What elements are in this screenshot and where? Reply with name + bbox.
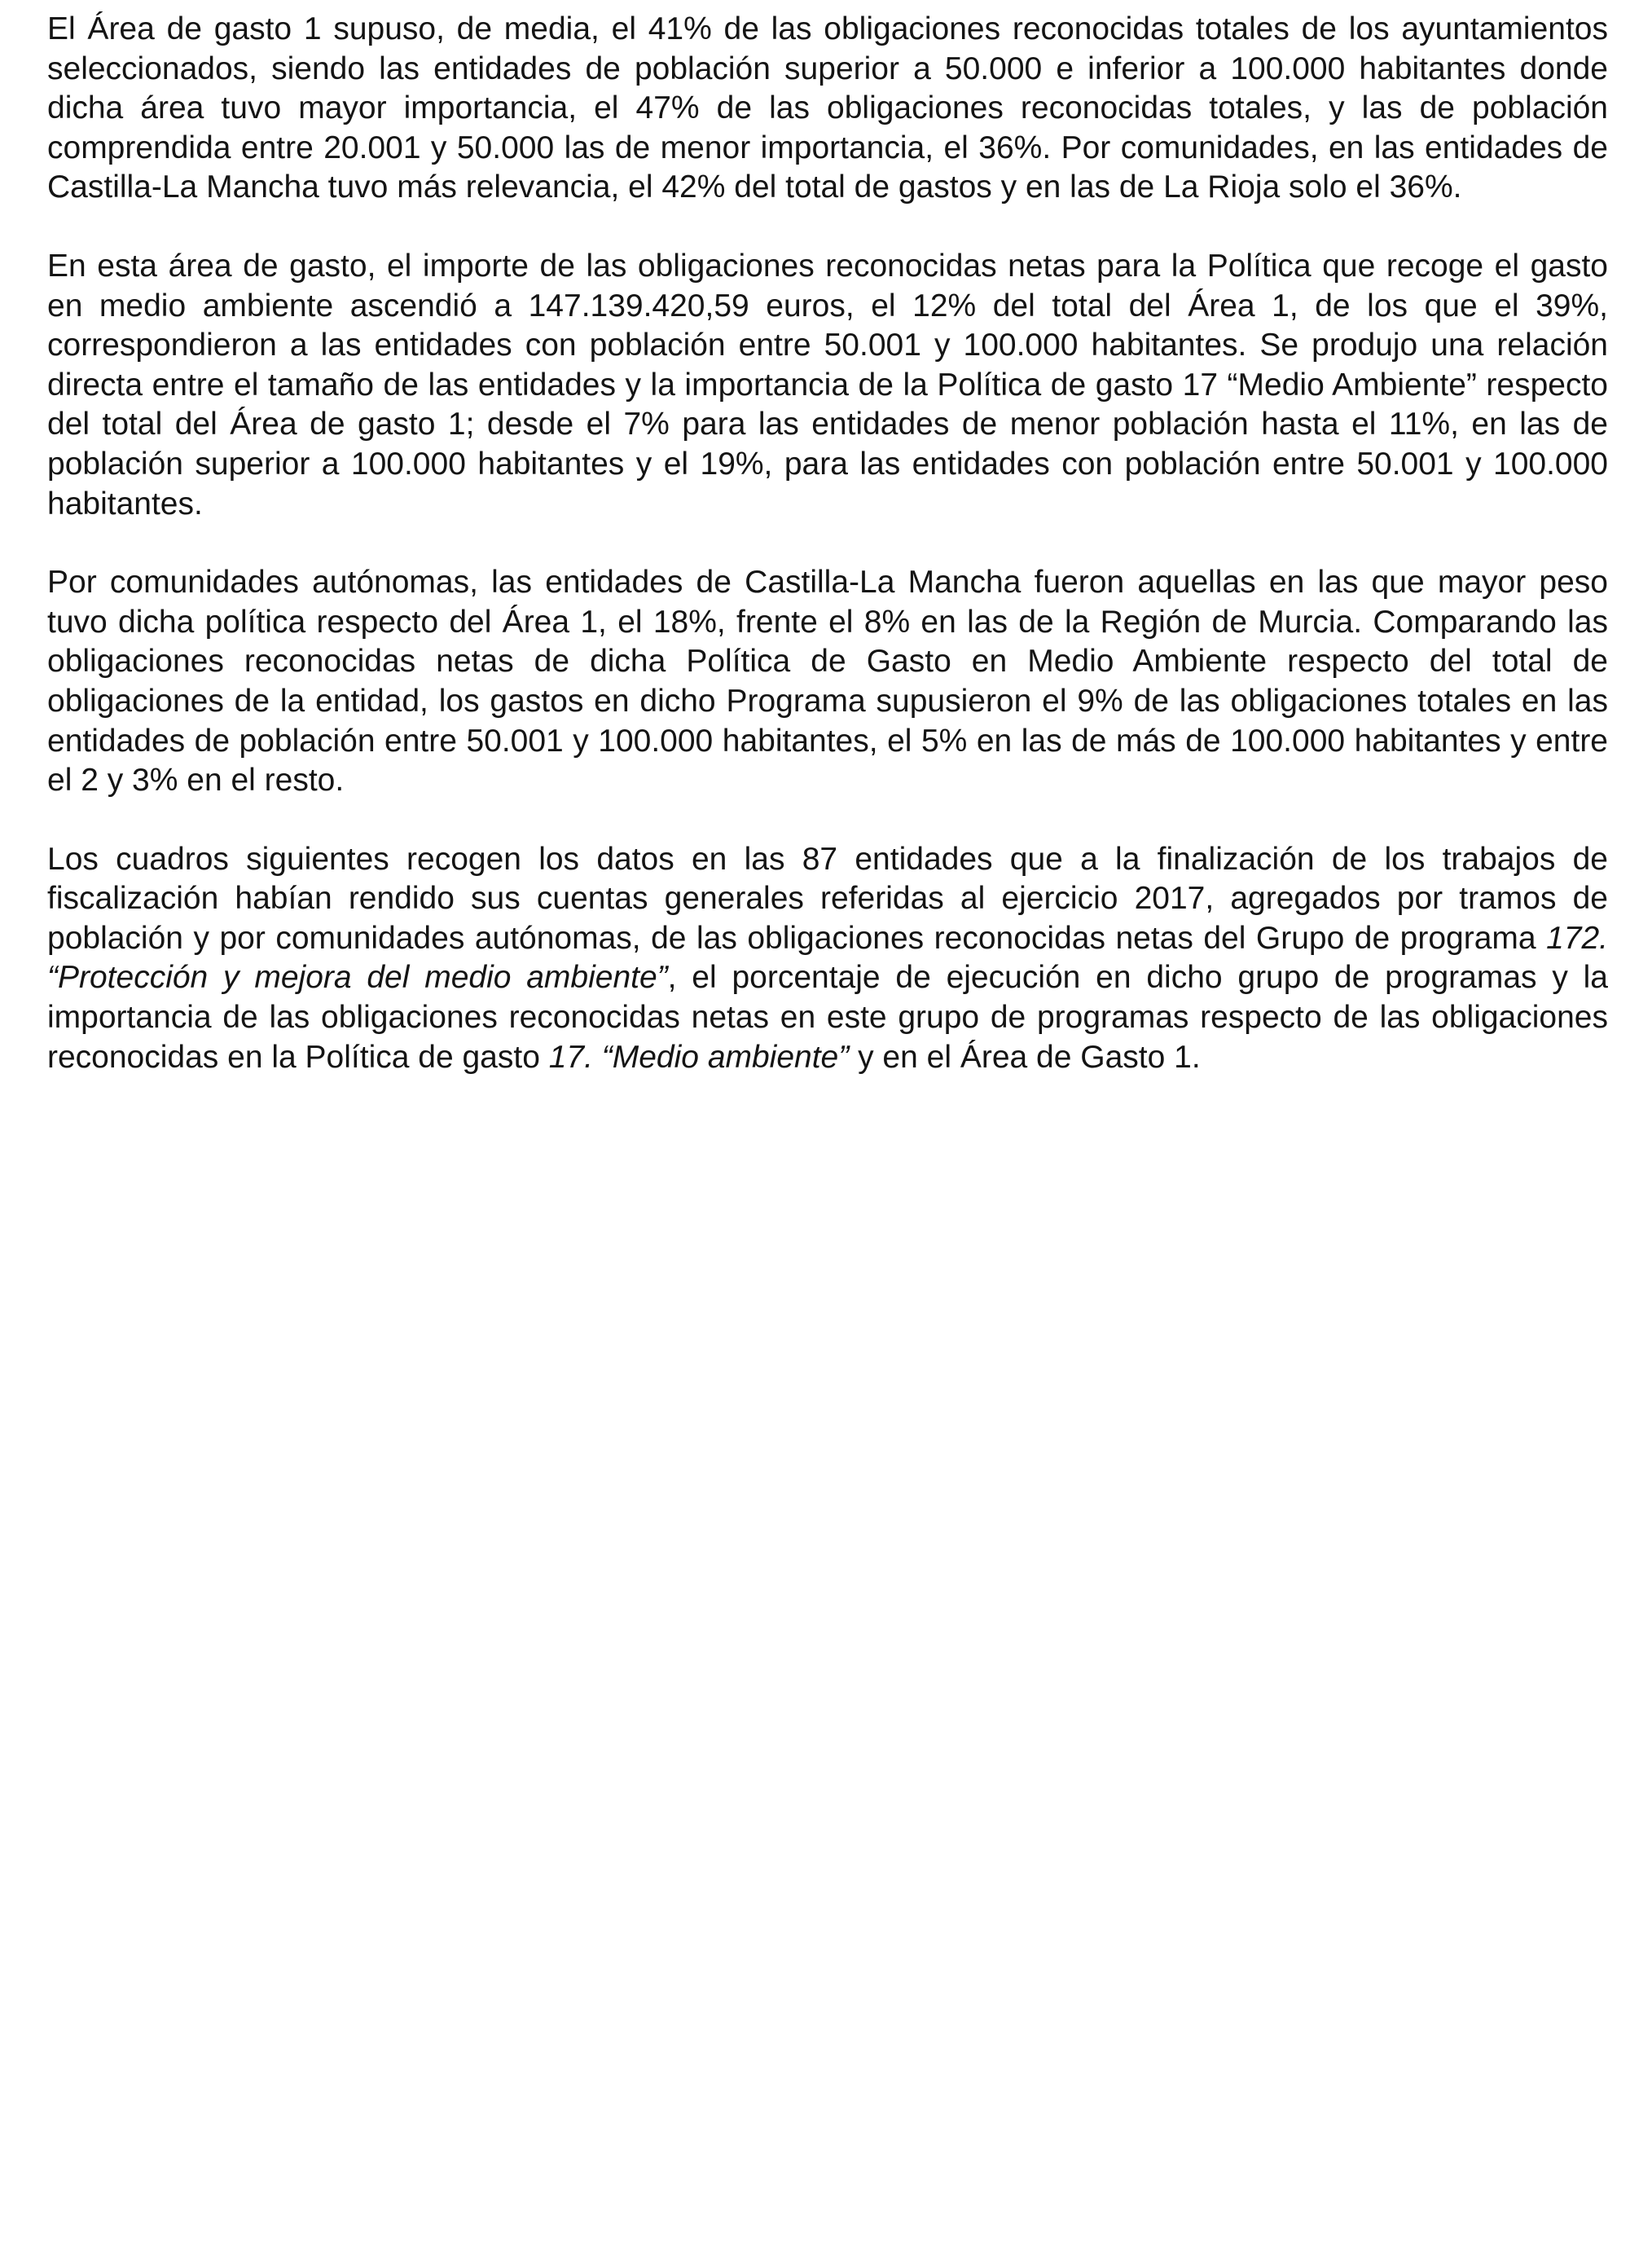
paragraph-text-segment: y en el Área de Gasto 1. (849, 1039, 1201, 1075)
paragraph-medio-ambiente: En esta área de gasto, el importe de las obligaciones reconocidas netas para la Política que recoge el gasto en medio ambiente ascendió a 147.139.420,59 euros, el 12% del total del Área 1, de los que el 39%, correspondieron a las entidades con población entre 50.001 y 100.000 habitantes. Se produjo una relación directa entre el tamaño de las entidades y la importancia de la Política de gasto 17 “Medio Ambiente” respecto del total del Área de gasto 1; desde el 7% para las entidades de menor población hasta el 11%, en las de población superior a 100.000 habitantes y el 19%, para las entidades con población entre 50.001 y 100.000 habitantes. (47, 248, 1608, 521)
program-group-172-title: 172. “Protección y mejora del medio ambiente” (47, 920, 1608, 996)
paragraph-text-segment: Los cuadros siguientes recogen los datos en las 87 entidades que a la finalización de los trabajos de fiscalización habían rendido sus cuentas generales referidas al ejercicio 2017, agregados por tramos de población y por comunidades autónomas, de las obligaciones reconocidas netas del Grupo de programa (47, 841, 1608, 956)
paragraph-cuadros-siguientes (47, 840, 1608, 1078)
paragraph-comunidades-autonomas: Por comunidades autónomas, las entidades de Castilla-La Mancha fueron aquellas en las que mayor peso tuvo dicha política respecto del Área 1, el 18%, frente el 8% en las de la Región de Murcia. Comparando las obligaciones reconocidas netas de dicha Política de Gasto en Medio Ambiente respecto del total de obligaciones de la entidad, los gastos en dicho Programa supusieron el 9% de las obligaciones totales en las entidades de población entre 50.001 y 100.000 habitantes, el 5% en las de más de 100.000 habitantes y entre el 2 y 3% en el resto. (47, 565, 1608, 799)
paragraph-area-gasto-1: El Área de gasto 1 supuso, de media, el 41% de las obligaciones reconocidas totales de los ayuntamientos seleccionados, siendo las entidades de población superior a 50.000 e inferior a 100.000 habitantes donde dicha área tuvo mayor importancia, el 47% de las obligaciones reconocidas totales, y las de población comprendida entre 20.001 y 50.000 las de menor importancia, el 36%. Por comunidades, en las entidades de Castilla-La Mancha tuvo más relevancia, el 42% del total de gastos y en las de La Rioja solo el 36%. (47, 11, 1608, 205)
paragraph-text-segment: , el porcentaje de ejecución en dicho grupo de programas y la importancia de las obligaciones reconocidas netas en este grupo de programas respecto de las obligaciones reconocidas en la Política de gasto (47, 960, 1608, 1075)
policy-17-title: 17. “Medio ambiente” (548, 1039, 850, 1075)
document-page (47, 10, 1608, 1077)
